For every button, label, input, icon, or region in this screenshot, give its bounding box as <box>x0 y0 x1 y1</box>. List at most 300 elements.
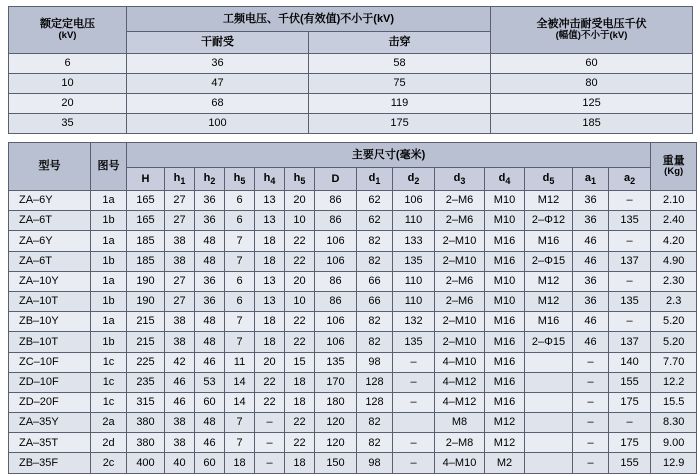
cell-a2: 137 <box>609 332 651 352</box>
header-rated-voltage-label: 额定定电压 <box>40 18 95 31</box>
cell-h5: 6 <box>225 271 255 291</box>
cell-figure: 1c <box>91 372 127 392</box>
header-col-a2-sub: 2 <box>630 175 636 186</box>
cell-a2: 175 <box>609 433 651 453</box>
cell-withstand: 47 <box>127 74 309 94</box>
cell-withstand: 68 <box>127 94 309 114</box>
cell-h2: 53 <box>195 372 225 392</box>
header-col-h1-label: h <box>173 171 181 184</box>
cell-weight: 2.40 <box>651 211 697 231</box>
cell-h1: 27 <box>165 291 195 311</box>
cell-d2: 106 <box>393 191 435 211</box>
cell-figure: 1b <box>91 211 127 231</box>
header-col-h1-sub: 1 <box>180 175 186 186</box>
header-col-h2 <box>195 168 225 191</box>
cell-D: 86 <box>315 211 357 231</box>
cell-a2: 175 <box>609 392 651 412</box>
cell-figure: 1a <box>91 191 127 211</box>
cell-H: 380 <box>127 413 165 433</box>
header-col-d1 <box>357 168 393 191</box>
cell-d2: 110 <box>393 291 435 311</box>
header-rated-voltage <box>9 7 127 54</box>
cell-rated-voltage: 10 <box>9 74 127 94</box>
cell-D: 106 <box>315 231 357 251</box>
cell-h4: – <box>255 413 285 433</box>
cell-d5 <box>525 372 573 392</box>
header-rated-voltage-unit: (kV) <box>58 29 77 41</box>
header-col-h5b <box>285 168 315 191</box>
cell-model: ZA–6T <box>9 211 91 231</box>
cell-weight: 2.30 <box>651 271 697 291</box>
table-row <box>9 433 697 453</box>
header-col-D <box>315 168 357 191</box>
cell-a1: – <box>573 413 609 433</box>
cell-h5b: 22 <box>285 433 315 453</box>
cell-d2: – <box>393 372 435 392</box>
cell-h5b: 18 <box>285 372 315 392</box>
cell-h5b: 22 <box>285 312 315 332</box>
cell-d3: 2–M6 <box>435 191 485 211</box>
cell-d1: 98 <box>357 352 393 372</box>
cell-D: 86 <box>315 191 357 211</box>
cell-h4: 13 <box>255 271 285 291</box>
table-row <box>9 271 697 291</box>
cell-impulse: 185 <box>491 114 693 134</box>
cell-d3: 2–M6 <box>435 271 485 291</box>
cell-a2: 155 <box>609 372 651 392</box>
cell-h5: 6 <box>225 291 255 311</box>
table-row <box>9 94 693 114</box>
cell-d5: M12 <box>525 291 573 311</box>
cell-figure: 1a <box>91 312 127 332</box>
cell-d2: – <box>393 453 435 473</box>
cell-rated-voltage: 6 <box>9 54 127 74</box>
cell-d3: 2–M6 <box>435 211 485 231</box>
header-col-d4 <box>485 168 525 191</box>
cell-h5: 7 <box>225 433 255 453</box>
table-row <box>9 114 693 134</box>
cell-puncture: 58 <box>309 54 491 74</box>
cell-a2: – <box>609 191 651 211</box>
cell-h5: 7 <box>225 251 255 271</box>
cell-d3: 4–M10 <box>435 453 485 473</box>
cell-h2: 48 <box>195 312 225 332</box>
cell-D: 135 <box>315 352 357 372</box>
header-col-d4-label: d <box>498 171 506 184</box>
cell-d3: 2–M10 <box>435 251 485 271</box>
cell-model: ZA–6T <box>9 251 91 271</box>
cell-D: 106 <box>315 332 357 352</box>
cell-d5 <box>525 453 573 473</box>
header-col-d2-label: d <box>407 171 415 184</box>
header-impulse-line2: (幅值)不小于(kV) <box>555 29 628 41</box>
cell-h1: 27 <box>165 191 195 211</box>
cell-H: 215 <box>127 332 165 352</box>
cell-h1: 38 <box>165 251 195 271</box>
cell-weight: 7.70 <box>651 352 697 372</box>
cell-H: 215 <box>127 312 165 332</box>
cell-a1: 36 <box>573 291 609 311</box>
cell-a2: – <box>609 271 651 291</box>
cell-a1: – <box>573 392 609 412</box>
cell-a1: – <box>573 352 609 372</box>
cell-h1: 40 <box>165 453 195 473</box>
table-row <box>9 312 697 332</box>
cell-a1: 46 <box>573 251 609 271</box>
cell-d2 <box>393 413 435 433</box>
cell-a1: 36 <box>573 211 609 231</box>
cell-weight: 15.5 <box>651 392 697 412</box>
cell-d4: M10 <box>485 291 525 311</box>
cell-d5 <box>525 433 573 453</box>
cell-impulse: 60 <box>491 54 693 74</box>
cell-d3: 2–M8 <box>435 433 485 453</box>
header-col-a1-label: a <box>584 171 592 184</box>
cell-d3: 2–M10 <box>435 231 485 251</box>
cell-h5: 18 <box>225 453 255 473</box>
cell-model: ZA–10T <box>9 291 91 311</box>
table-row <box>9 291 697 311</box>
cell-model: ZD–10F <box>9 372 91 392</box>
cell-H: 165 <box>127 191 165 211</box>
header-col-a1 <box>573 168 609 191</box>
header-puncture: 击穿 <box>309 32 491 54</box>
cell-d1: 62 <box>357 211 393 231</box>
cell-h4: – <box>255 453 285 473</box>
cell-d1: 62 <box>357 191 393 211</box>
insulation-voltage-table <box>8 6 693 134</box>
cell-d3: 2–M10 <box>435 312 485 332</box>
table-row <box>9 352 697 372</box>
cell-d3: M8 <box>435 413 485 433</box>
cell-rated-voltage: 35 <box>9 114 127 134</box>
cell-D: 86 <box>315 291 357 311</box>
cell-a1: 46 <box>573 332 609 352</box>
cell-d3: 4–M10 <box>435 352 485 372</box>
cell-h5b: 22 <box>285 332 315 352</box>
cell-h4: 13 <box>255 191 285 211</box>
cell-h1: 42 <box>165 352 195 372</box>
cell-h1: 38 <box>165 413 195 433</box>
cell-H: 185 <box>127 251 165 271</box>
cell-model: ZB–10T <box>9 332 91 352</box>
cell-h4: – <box>255 433 285 453</box>
cell-figure: 1c <box>91 352 127 372</box>
cell-d2: – <box>393 392 435 412</box>
cell-h2: 36 <box>195 291 225 311</box>
cell-h1: 27 <box>165 271 195 291</box>
cell-d1: 66 <box>357 271 393 291</box>
cell-d5: 2–Φ15 <box>525 251 573 271</box>
cell-d2: – <box>393 433 435 453</box>
cell-d2: 135 <box>393 332 435 352</box>
cell-a2: – <box>609 413 651 433</box>
cell-a1: 36 <box>573 271 609 291</box>
cell-h5b: 20 <box>285 191 315 211</box>
cell-h1: 46 <box>165 372 195 392</box>
cell-h4: 18 <box>255 231 285 251</box>
cell-d4: M16 <box>485 332 525 352</box>
cell-d2: 132 <box>393 312 435 332</box>
cell-d4: M16 <box>485 392 525 412</box>
cell-h1: 46 <box>165 392 195 412</box>
header-col-d1-label: d <box>368 171 376 184</box>
header-col-d3-label: d <box>453 171 461 184</box>
cell-d4: M16 <box>485 251 525 271</box>
cell-h5: 11 <box>225 352 255 372</box>
cell-weight: 5.20 <box>651 332 697 352</box>
cell-D: 106 <box>315 312 357 332</box>
cell-d4: M10 <box>485 191 525 211</box>
table-row <box>9 54 693 74</box>
cell-D: 180 <box>315 392 357 412</box>
cell-h1: 38 <box>165 231 195 251</box>
cell-weight: 9.00 <box>651 433 697 453</box>
cell-d4: M16 <box>485 231 525 251</box>
cell-weight: 4.20 <box>651 231 697 251</box>
cell-model: ZA–10Y <box>9 271 91 291</box>
cell-d5 <box>525 352 573 372</box>
cell-a2: 155 <box>609 453 651 473</box>
cell-d1: 82 <box>357 312 393 332</box>
cell-d5: M16 <box>525 231 573 251</box>
table-row <box>9 332 697 352</box>
cell-a2: 140 <box>609 352 651 372</box>
cell-H: 380 <box>127 433 165 453</box>
cell-h2: 48 <box>195 251 225 271</box>
header-col-H <box>127 168 165 191</box>
cell-h2: 48 <box>195 413 225 433</box>
cell-h4: 18 <box>255 312 285 332</box>
cell-puncture: 75 <box>309 74 491 94</box>
header-main-dimensions: 主要尺寸(毫米) <box>127 143 651 168</box>
cell-a1: – <box>573 433 609 453</box>
table-row <box>9 251 697 271</box>
cell-d5: 2–Φ15 <box>525 332 573 352</box>
cell-h1: 38 <box>165 433 195 453</box>
cell-model: ZA–35T <box>9 433 91 453</box>
cell-withstand: 100 <box>127 114 309 134</box>
cell-d4: M12 <box>485 413 525 433</box>
cell-D: 170 <box>315 372 357 392</box>
cell-H: 190 <box>127 271 165 291</box>
header-impulse <box>491 7 693 54</box>
table-row <box>9 453 697 473</box>
cell-d2: 133 <box>393 231 435 251</box>
cell-h5: 14 <box>225 392 255 412</box>
cell-d4: M10 <box>485 271 525 291</box>
header-col-h4-sub: 4 <box>270 175 276 186</box>
table-row <box>9 211 697 231</box>
cell-h5: 14 <box>225 372 255 392</box>
cell-h5: 7 <box>225 312 255 332</box>
cell-model: ZB–35F <box>9 453 91 473</box>
header-col-D-label: D <box>331 172 340 185</box>
cell-model: ZA–6Y <box>9 231 91 251</box>
cell-a1: 36 <box>573 191 609 211</box>
cell-figure: 1b <box>91 332 127 352</box>
cell-figure: 2a <box>91 413 127 433</box>
cell-h1: 27 <box>165 211 195 231</box>
cell-d2: 110 <box>393 271 435 291</box>
cell-d1: 82 <box>357 413 393 433</box>
cell-d5: M12 <box>525 271 573 291</box>
cell-h2: 48 <box>195 332 225 352</box>
cell-H: 315 <box>127 392 165 412</box>
header-col-d5-label: d <box>542 171 550 184</box>
cell-d4: M2 <box>485 453 525 473</box>
cell-H: 400 <box>127 453 165 473</box>
header-col-d5 <box>525 168 573 191</box>
cell-h2: 60 <box>195 392 225 412</box>
cell-h2: 36 <box>195 191 225 211</box>
header-col-d4-sub: 4 <box>505 175 511 186</box>
cell-a2: – <box>609 231 651 251</box>
cell-figure: 1a <box>91 231 127 251</box>
cell-figure: 1b <box>91 291 127 311</box>
cell-a2: – <box>609 312 651 332</box>
table-row <box>9 191 697 211</box>
cell-figure: 1b <box>91 251 127 271</box>
cell-d1: 82 <box>357 332 393 352</box>
header-weight-label: 重量 <box>662 154 685 167</box>
table-row <box>9 372 697 392</box>
cell-h5b: 18 <box>285 453 315 473</box>
header-col-h5-sub: 5 <box>240 175 246 186</box>
cell-H: 235 <box>127 372 165 392</box>
cell-d1: 66 <box>357 291 393 311</box>
cell-puncture: 119 <box>309 94 491 114</box>
cell-a2: 135 <box>609 291 651 311</box>
cell-figure: 1c <box>91 392 127 412</box>
cell-d3: 4–M12 <box>435 372 485 392</box>
cell-h2: 60 <box>195 453 225 473</box>
cell-d2: 135 <box>393 251 435 271</box>
cell-H: 190 <box>127 291 165 311</box>
cell-h5b: 15 <box>285 352 315 372</box>
header-power-frequency: 工频电压、千伏(有效值)不小于(kV) <box>127 7 491 32</box>
cell-H: 165 <box>127 211 165 231</box>
header-col-h5 <box>225 168 255 191</box>
cell-d2: – <box>393 352 435 372</box>
header-col-h5b-sub: 5 <box>300 175 306 186</box>
dim-header-row <box>9 143 697 168</box>
cell-h4: 18 <box>255 332 285 352</box>
cell-d4: M16 <box>485 352 525 372</box>
header-col-h4-label: h <box>263 171 271 184</box>
cell-a1: – <box>573 372 609 392</box>
cell-withstand: 36 <box>127 54 309 74</box>
cell-a2: 135 <box>609 211 651 231</box>
cell-h4: 13 <box>255 291 285 311</box>
header-col-h5b-label: h <box>293 171 301 184</box>
cell-h5b: 10 <box>285 291 315 311</box>
cell-puncture: 175 <box>309 114 491 134</box>
cell-d4: M12 <box>485 433 525 453</box>
cell-a1: 46 <box>573 312 609 332</box>
cell-a2: 137 <box>609 251 651 271</box>
cell-impulse: 80 <box>491 74 693 94</box>
header-weight <box>651 143 697 191</box>
cell-h5b: 22 <box>285 231 315 251</box>
table-row <box>9 413 697 433</box>
cell-d1: 82 <box>357 251 393 271</box>
header-col-d2 <box>393 168 435 191</box>
header-col-h1 <box>165 168 195 191</box>
header-figure-no <box>91 143 127 191</box>
header-model: 型号 <box>9 143 91 191</box>
cell-h2: 36 <box>195 271 225 291</box>
cell-h1: 38 <box>165 332 195 352</box>
table-header-row <box>9 7 693 32</box>
cell-h2: 36 <box>195 211 225 231</box>
cell-D: 86 <box>315 271 357 291</box>
cell-d1: 128 <box>357 392 393 412</box>
cell-d1: 82 <box>357 231 393 251</box>
cell-h5: 7 <box>225 413 255 433</box>
cell-d5 <box>525 392 573 412</box>
cell-h5: 6 <box>225 211 255 231</box>
cell-model: ZC–10F <box>9 352 91 372</box>
cell-h5b: 20 <box>285 271 315 291</box>
cell-weight: 8.30 <box>651 413 697 433</box>
cell-D: 120 <box>315 413 357 433</box>
header-col-a1-sub: 1 <box>591 175 597 186</box>
cell-weight: 5.20 <box>651 312 697 332</box>
cell-d2: 110 <box>393 211 435 231</box>
cell-model: ZA–35Y <box>9 413 91 433</box>
header-col-d5-sub: 5 <box>549 175 555 186</box>
cell-d5 <box>525 413 573 433</box>
cell-h5b: 22 <box>285 413 315 433</box>
header-col-d3-sub: 3 <box>460 175 466 186</box>
header-figure-no-label: 图号 <box>97 160 120 173</box>
header-impulse-line1: 全被冲击耐受电压千伏 <box>536 18 647 31</box>
cell-H: 185 <box>127 231 165 251</box>
cell-h5b: 10 <box>285 211 315 231</box>
cell-weight: 4.90 <box>651 251 697 271</box>
header-col-h4 <box>255 168 285 191</box>
cell-d5: M12 <box>525 191 573 211</box>
cell-weight: 12.2 <box>651 372 697 392</box>
dimension-table <box>8 142 697 474</box>
cell-weight: 2.3 <box>651 291 697 311</box>
cell-d1: 128 <box>357 372 393 392</box>
cell-rated-voltage: 20 <box>9 94 127 114</box>
table-row <box>9 392 697 412</box>
cell-d3: 2–M10 <box>435 332 485 352</box>
cell-h4: 20 <box>255 352 285 372</box>
cell-h4: 18 <box>255 251 285 271</box>
cell-d4: M16 <box>485 312 525 332</box>
header-col-d2-sub: 2 <box>414 175 420 186</box>
table-row <box>9 74 693 94</box>
cell-figure: 1a <box>91 271 127 291</box>
header-col-H-label: H <box>141 172 150 185</box>
header-col-h5-label: h <box>233 171 241 184</box>
cell-h1: 38 <box>165 312 195 332</box>
cell-h5b: 18 <box>285 392 315 412</box>
cell-model: ZA–6Y <box>9 191 91 211</box>
table-row <box>9 231 697 251</box>
cell-d5: M16 <box>525 312 573 332</box>
cell-h5b: 22 <box>285 251 315 271</box>
header-withstand: 干耐受 <box>127 32 309 54</box>
header-col-d1-sub: 1 <box>375 175 381 186</box>
cell-impulse: 125 <box>491 94 693 114</box>
header-col-a2-label: a <box>624 171 631 184</box>
cell-h2: 46 <box>195 352 225 372</box>
